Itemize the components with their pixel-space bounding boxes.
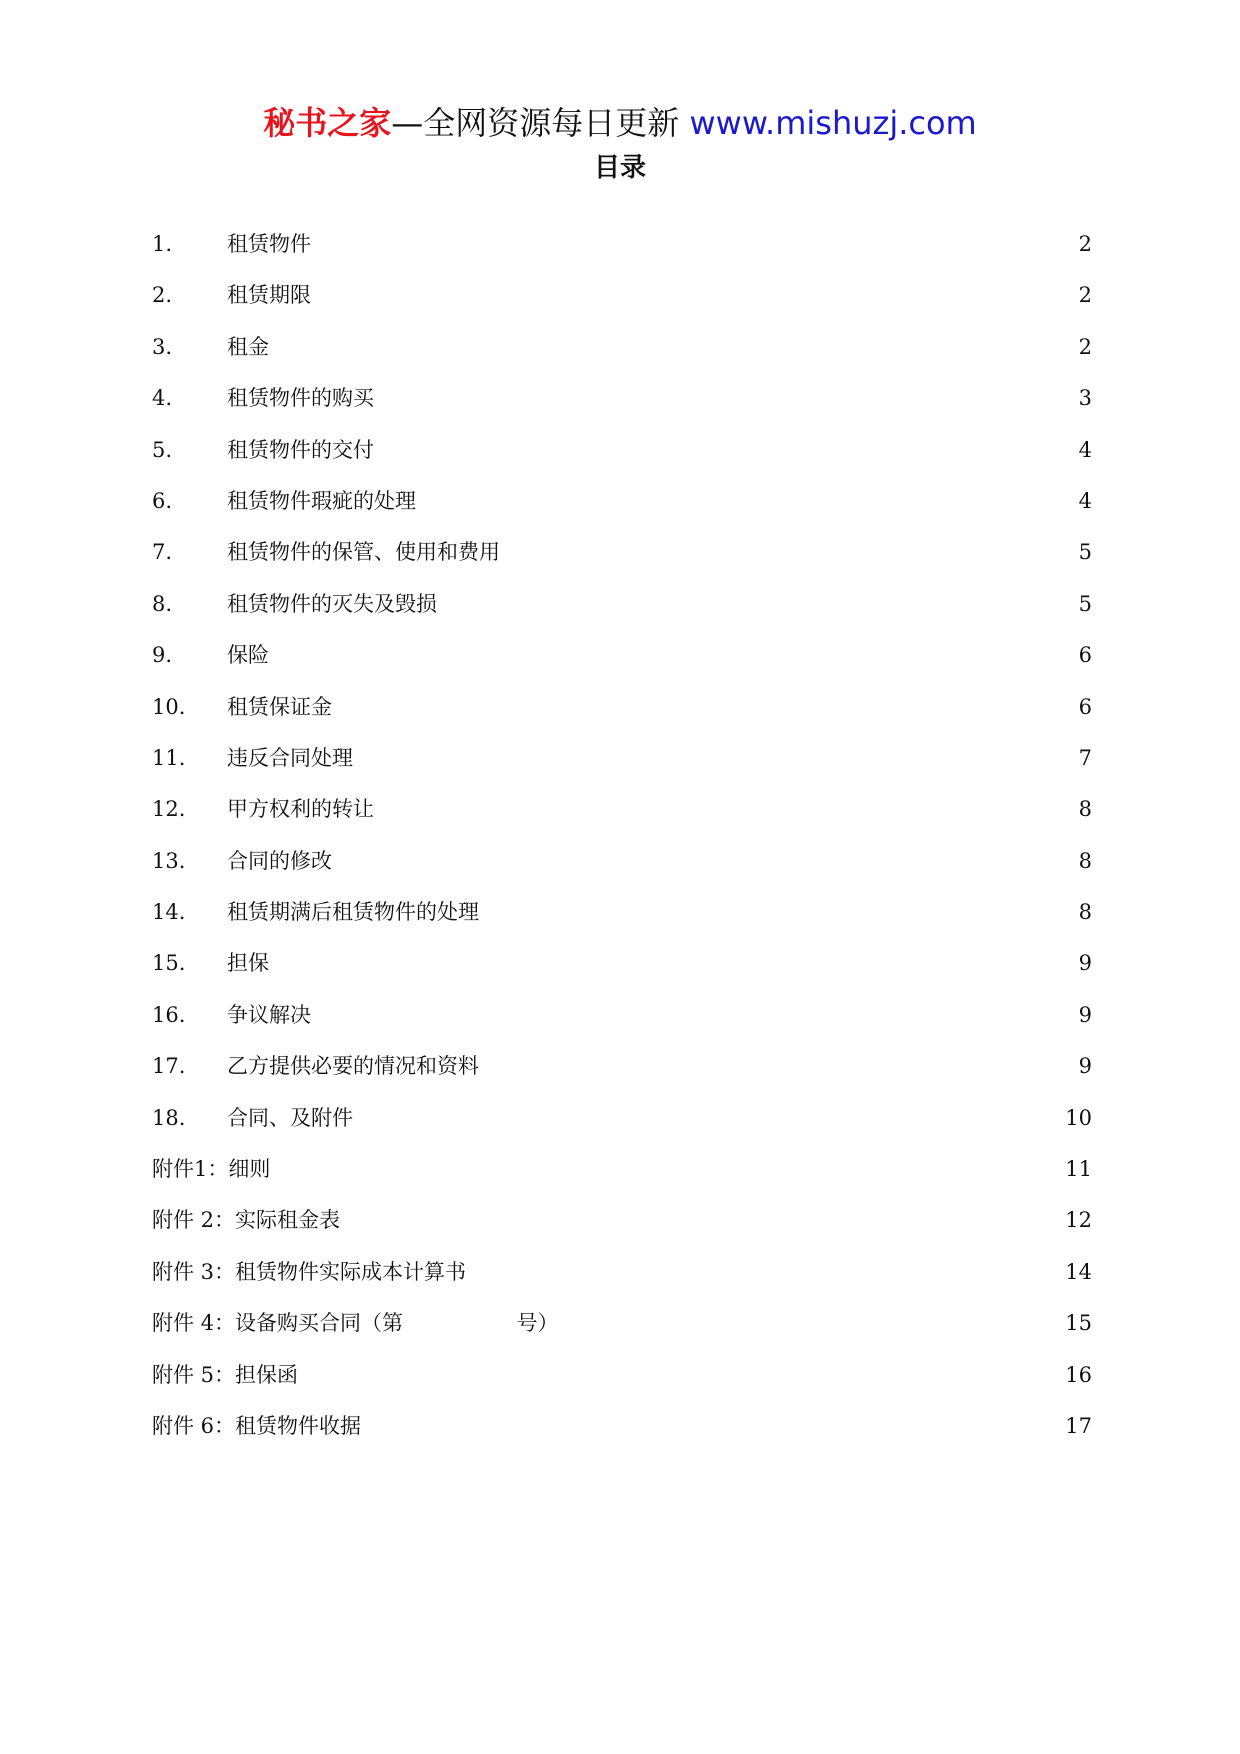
toc-entry[interactable] [152, 537, 1092, 588]
toc-appendix-entry[interactable] [152, 1308, 1092, 1359]
toc-entry[interactable] [152, 948, 1092, 999]
toc-entry-number: 10. [152, 694, 186, 719]
toc-title: 目录 [593, 153, 646, 183]
toc-appendix-title: 附件1：细则 [152, 1157, 271, 1182]
toc-entry-number: 8. [152, 591, 173, 616]
toc-entry-number: 1. [152, 232, 173, 256]
toc-entry-number: 17. [152, 1054, 186, 1079]
toc-entry-number: 9. [152, 643, 173, 668]
toc-entry[interactable] [152, 589, 1092, 640]
toc-entry-title: 违反合同处理 [227, 745, 353, 770]
table-of-contents [152, 229, 1092, 1462]
toc-entry-title: 担保 [227, 951, 269, 976]
toc-entry-page: 9 [1078, 1054, 1092, 1079]
toc-entry-page: 9 [1078, 951, 1092, 976]
toc-entry-title: 合同、及附件 [227, 1105, 353, 1130]
toc-entry[interactable] [152, 1051, 1092, 1102]
toc-entry[interactable] [152, 794, 1092, 845]
toc-entry[interactable] [152, 743, 1092, 794]
toc-entry-title: 租赁物件的交付 [227, 437, 374, 462]
toc-entry-number: 7. [152, 540, 173, 565]
toc-entry-number: 5. [152, 437, 173, 462]
toc-entry-page: 10 [1065, 1105, 1092, 1130]
toc-entry-page: 15 [1065, 1311, 1092, 1336]
toc-entry-page: 8 [1078, 797, 1092, 822]
toc-entry[interactable] [152, 332, 1092, 383]
toc-entry-page: 8 [1078, 900, 1092, 925]
toc-entry-number: 11. [152, 745, 186, 770]
toc-entry-title: 租赁期满后租赁物件的处理 [227, 900, 479, 925]
toc-entry-page: 2 [1078, 232, 1092, 256]
toc-appendix-title: 附件 3：租赁物件实际成本计算书 [152, 1259, 467, 1284]
toc-appendix-entry[interactable] [152, 1205, 1092, 1256]
toc-appendix-title: 附件 2：实际租金表 [152, 1208, 341, 1233]
toc-entry-page: 5 [1078, 540, 1092, 565]
site-header [0, 103, 1240, 143]
toc-entry-title: 合同的修改 [227, 848, 332, 873]
toc-entry-page: 6 [1078, 643, 1092, 668]
toc-appendix-entry[interactable] [152, 1257, 1092, 1308]
toc-entry-number: 12. [152, 797, 186, 822]
toc-entry[interactable] [152, 1103, 1092, 1154]
toc-appendix-entry[interactable] [152, 1411, 1092, 1462]
toc-entry-number: 6. [152, 488, 173, 513]
toc-entry-page: 4 [1078, 488, 1092, 513]
toc-entry-page: 2 [1078, 334, 1092, 359]
toc-entry-page: 7 [1078, 745, 1092, 770]
toc-entry[interactable] [152, 846, 1092, 897]
toc-entry-number: 4. [152, 386, 173, 411]
toc-entry-page: 4 [1078, 437, 1092, 462]
toc-entry-title: 乙方提供必要的情况和资料 [227, 1054, 479, 1079]
toc-appendix-title: 附件 5：担保函 [152, 1362, 299, 1387]
toc-entry-number: 18. [152, 1105, 186, 1130]
toc-entry[interactable] [152, 280, 1092, 331]
toc-entry[interactable] [152, 229, 1092, 280]
toc-entry-page: 14 [1065, 1259, 1092, 1284]
toc-entry-page: 9 [1078, 1002, 1092, 1027]
toc-entry-title: 甲方权利的转让 [227, 797, 374, 822]
toc-entry-page: 11 [1065, 1157, 1092, 1182]
site-url[interactable]: www.mishuzj.com [689, 104, 977, 142]
toc-entry-title: 租赁物件的灭失及毁损 [227, 591, 437, 616]
toc-entry-title: 租赁物件 [227, 232, 311, 256]
toc-entry-number: 13. [152, 848, 186, 873]
toc-entry-page: 6 [1078, 694, 1092, 719]
brand-name: 秘书之家 [263, 104, 392, 142]
toc-entry-number: 2. [152, 283, 173, 308]
toc-entry-page: 8 [1078, 848, 1092, 873]
toc-entry-page: 5 [1078, 591, 1092, 616]
toc-entry[interactable] [152, 1000, 1092, 1051]
toc-entry-title: 租赁保证金 [227, 694, 332, 719]
toc-appendix-title: 附件 6：租赁物件收据 [152, 1413, 362, 1438]
toc-entry-number: 16. [152, 1002, 186, 1027]
toc-entry-page: 2 [1078, 283, 1092, 308]
header-slogan: —全网资源每日更新 [391, 104, 690, 142]
toc-entry-title: 租金 [227, 334, 269, 359]
toc-entry[interactable] [152, 640, 1092, 691]
toc-entry-title: 租赁物件的购买 [227, 386, 374, 411]
toc-entry[interactable] [152, 383, 1092, 434]
toc-entry-page: 16 [1065, 1362, 1092, 1387]
toc-entry-title: 租赁期限 [227, 283, 311, 308]
toc-entry-page: 17 [1065, 1413, 1092, 1438]
toc-entry-page: 3 [1078, 386, 1092, 411]
toc-appendix-entry[interactable] [152, 1360, 1092, 1411]
toc-entry-title: 争议解决 [227, 1002, 311, 1027]
toc-entry[interactable] [152, 435, 1092, 486]
toc-entry-title: 租赁物件瑕疵的处理 [227, 488, 416, 513]
toc-entry[interactable] [152, 897, 1092, 948]
toc-entry-page: 12 [1065, 1208, 1092, 1233]
toc-appendix-entry[interactable] [152, 1154, 1092, 1205]
toc-appendix-title: 附件 4：设备购买合同（第 号） [152, 1311, 559, 1336]
toc-entry-number: 3. [152, 334, 173, 359]
toc-entry-title: 保险 [227, 643, 269, 668]
toc-entry-title: 租赁物件的保管、使用和费用 [227, 540, 500, 565]
toc-entry[interactable] [152, 692, 1092, 743]
toc-entry-number: 14. [152, 900, 186, 925]
toc-entry-number: 15. [152, 951, 186, 976]
toc-entry[interactable] [152, 486, 1092, 537]
